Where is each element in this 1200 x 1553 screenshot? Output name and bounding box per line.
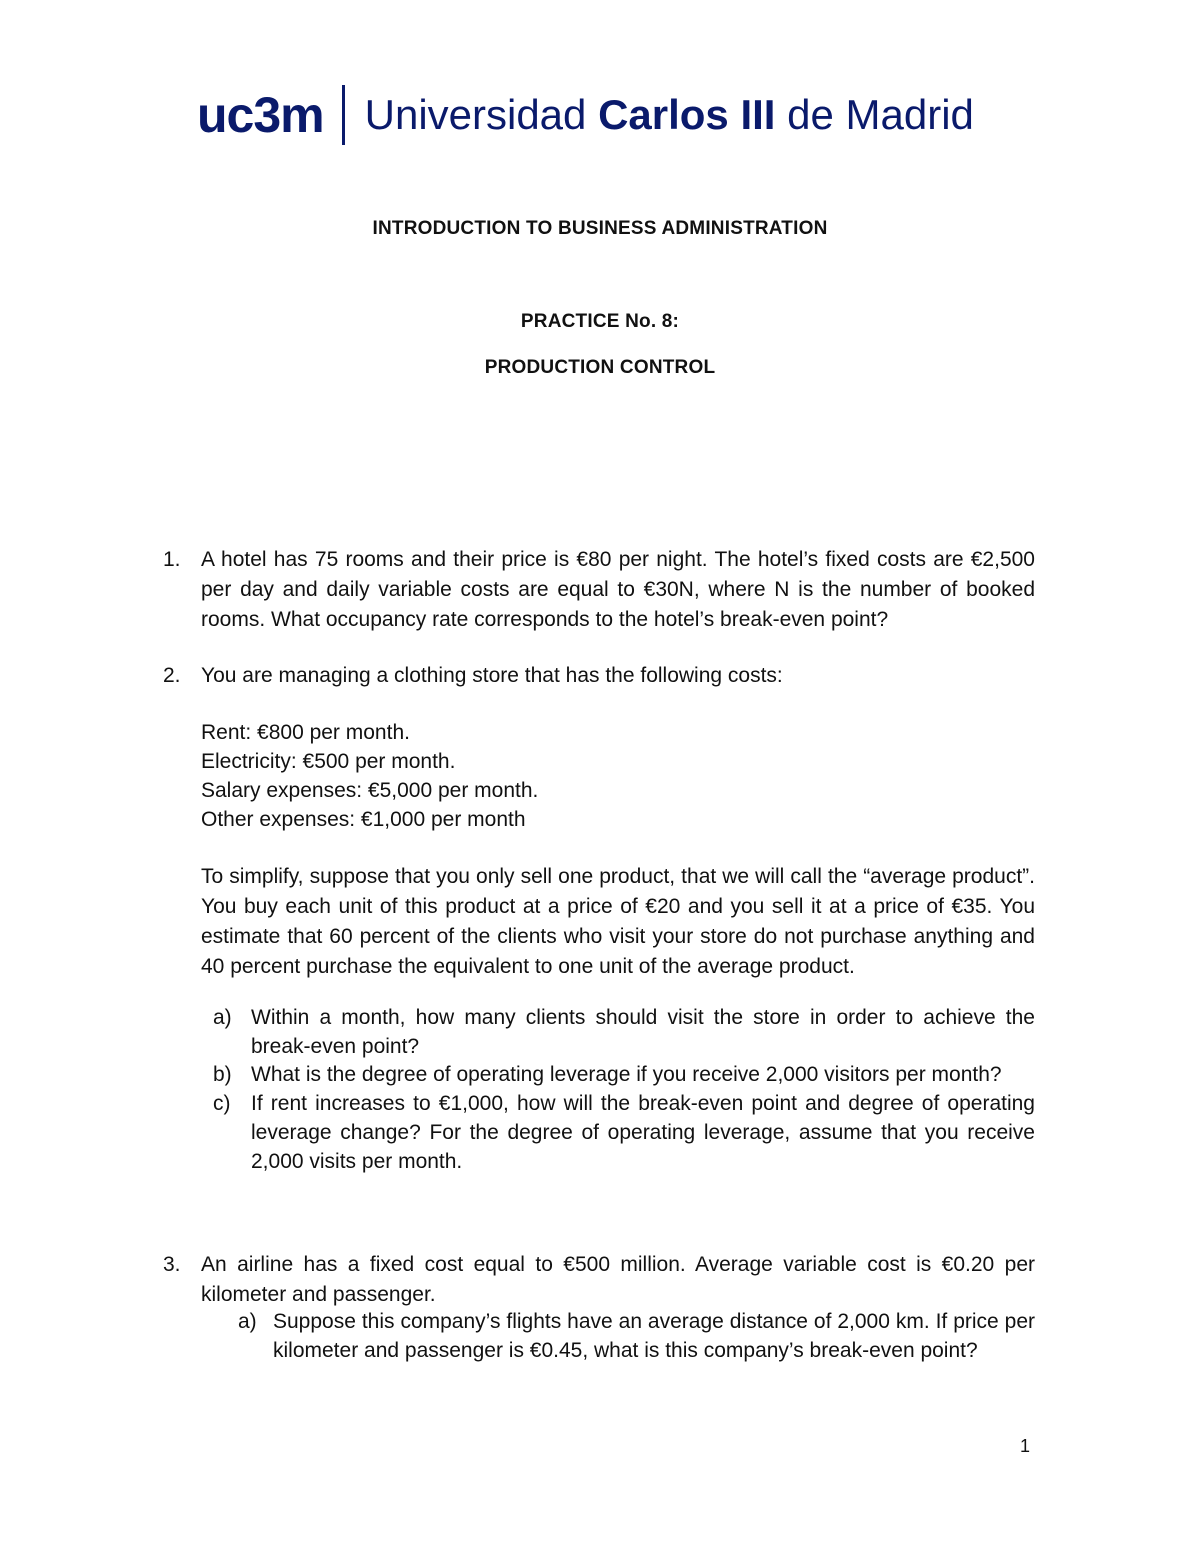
logo-name-bold: Carlos III bbox=[598, 91, 776, 138]
logo-short: uc3m bbox=[197, 87, 324, 143]
practice-label: PRACTICE No. 8: bbox=[520, 311, 680, 332]
university-logo bbox=[197, 80, 974, 150]
cost-list bbox=[201, 718, 538, 834]
subquestion-2c bbox=[213, 1089, 1035, 1176]
subquestion-text: Within a month, how many clients should visit the store in order to achieve the break-even point? bbox=[251, 1006, 1035, 1058]
question-number: 1. bbox=[163, 548, 181, 571]
subquestion-text: What is the degree of operating leverage if you receive 2,000 visitors per month? bbox=[251, 1063, 1002, 1086]
question-number: 3. bbox=[163, 1253, 181, 1276]
logo-name-post: de Madrid bbox=[775, 91, 974, 138]
question-text: An airline has a fixed cost equal to €500 million. Average variable cost is €0.20 per kilometer and passenger. bbox=[201, 1253, 1035, 1306]
subquestion-label: a) bbox=[213, 1006, 232, 1029]
question-number: 2. bbox=[163, 664, 181, 687]
question-text: You are managing a clothing store that has the following costs: bbox=[201, 664, 783, 687]
subquestion-text: If rent increases to €1,000, how will the break-even point and degree of operating leverage change? For the degree of operating leverage, assume that you receive 2,000 visits per month. bbox=[251, 1092, 1035, 1173]
cost-item-electricity: Electricity: €500 per month. bbox=[201, 750, 456, 773]
subquestion-2b bbox=[213, 1060, 1035, 1089]
cost-item-other: Other expenses: €1,000 per month bbox=[201, 808, 526, 831]
page-number: 1 bbox=[1020, 1436, 1031, 1456]
cost-item-rent: Rent: €800 per month. bbox=[201, 721, 410, 744]
subquestion-label: b) bbox=[213, 1063, 232, 1086]
subquestion-3a bbox=[238, 1307, 1035, 1365]
subquestion-label: a) bbox=[238, 1310, 257, 1333]
course-title: INTRODUCTION TO BUSINESS ADMINISTRATION bbox=[372, 218, 828, 239]
question-3 bbox=[163, 1250, 1035, 1310]
cost-item-salary: Salary expenses: €5,000 per month. bbox=[201, 779, 539, 802]
subquestion-label: c) bbox=[213, 1092, 231, 1115]
logo-divider bbox=[342, 85, 345, 145]
question-text: A hotel has 75 rooms and their price is €80 per night. The hotel’s fixed costs are €2,500 per day and daily variable costs are equal to €30N, where N is the number of booked rooms. What occupancy rate corresponds to the hotel’s break-even point? bbox=[201, 548, 1035, 631]
subquestion-text: Suppose this company’s flights have an average distance of 2,000 km. If price per kilometer and passenger is €0.45, what is this company’s break-even point? bbox=[273, 1310, 1035, 1362]
logo-name-pre: Universidad bbox=[364, 91, 599, 138]
practice-topic: PRODUCTION CONTROL bbox=[484, 357, 716, 378]
subquestion-2a bbox=[213, 1003, 1035, 1061]
logo-name bbox=[365, 91, 974, 139]
question-2 bbox=[163, 661, 1035, 691]
question-1 bbox=[163, 545, 1035, 635]
question-2-paragraph: To simplify, suppose that you only sell one product, that we will call the “average product”. You buy each unit of this product at a price of €20 and you sell it at a price of €35. You estimate that 60 percent of the clients who visit your store do not purchase anything and 40 percent purchase the equivalent to one unit of the average product. bbox=[201, 865, 1035, 978]
